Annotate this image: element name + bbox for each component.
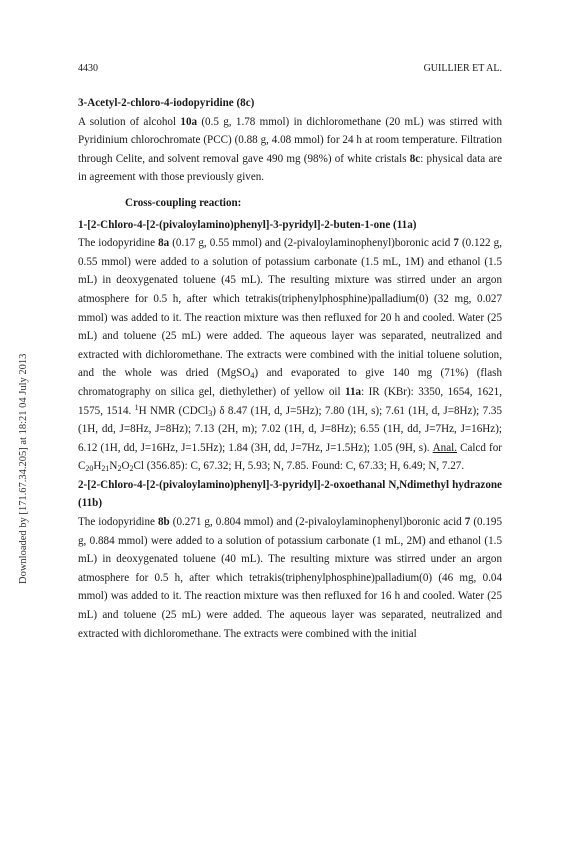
anal-link: Anal. bbox=[432, 441, 457, 454]
running-head: GUILLIER ET AL. bbox=[423, 63, 502, 74]
article-body bbox=[78, 94, 502, 643]
download-watermark: Downloaded by [171.67.34.205] at 18:21 04 July 2013 bbox=[18, 353, 29, 584]
page-number: 4430 bbox=[78, 63, 98, 74]
compound-11b-heading: 2-[2-Chloro-4-[2-(pivaloylamino)phenyl]-3-pyridyl]-2-oxoethanal N,Ndimethyl hydrazone (11b) bbox=[78, 478, 502, 510]
page-header bbox=[78, 62, 502, 76]
compound-11b-paragraph: The iodopyridine 8b (0.271 g, 0.804 mmol) and (2-pivaloylaminophenyl)boronic acid 7 (0.195 g, 0.884 mmol) were added to a solution of potassium carbonate (1 mL, 2M) and ethanol (1.5 mL) in deoxygenated toluene (40 mL). The resulting mixture was stirred under an argon atmosphere for 0.5 h, after which tetrakis(triphenylphosphine)palladium(0) (46 mg, 0.04 mmol) was added to it. The reaction mixture was then refluxed for 16 h and cooled. Water (25 mL) and toluene (25 mL) were added. The aqueous layer was separated, neutralized and extracted with dichloromethane. The extracts were combined with the initial bbox=[78, 516, 502, 640]
compound-11a-heading: 1-[2-Chloro-4-[2-(pivaloylamino)phenyl]-3-pyridyl]-2-buten-1-one (11a) bbox=[78, 218, 417, 231]
compound-11a-paragraph: The iodopyridine 8a (0.17 g, 0.55 mmol) and (2-pivaloylaminophenyl)boronic acid 7 (0.122 g, 0.55 mmol) were added to a solution of potassium carbonate (1.5 mL, 1M) and ethanol (1.5 mL) in deoxygenated toluene (45 mL). The resulting mixture was stirred under an argon atmosphere for 0.5 h, after which tetrakis(triphenylphosphine)palladium(0) (32 mg, 0.027 mmol) was added to it. The reaction mixture was then refluxed for 20 h and cooled. Water (25 mL) and toluene (25 mL) were added. The aqueous layer was separated, neutralized and extracted with dichloromethane. The extracts were combined with the initial toluene solution, and the whole was dried (MgSO$_4$) and evaporated to give 140 mg (71%) (flash chromatography on silica gel, diethylether) of yellow oil 11a: IR (KBr): 3350, 1654, 1621, 1575, 1514. $^1$H NMR (CDCl$_3$) δ 8.47 (1H, d, J=5Hz); 7.80 (1H, s); 7.61 (1H, d, J=8Hz); 7.35 (1H, dd, J=8Hz, J=8Hz); 7.13 (2H, m); 7.02 (1H, d, J=8Hz); 6.55 (1H, dd, J=7Hz, J=16Hz); 6.12 (1H, dd, J=16Hz, J=1.5Hz); 1.84 (3H, dd, J=7Hz, J=1.5Hz); 1.05 (9H, s). Anal. Calcd for $C_{20}H_{21}N_2O_2Cl$ (356.85): C, 67.32; H, 5.93; N, 7.85. Found: C, 67.33; H, 6.49; N, 7.27. bbox=[78, 237, 503, 474]
compound-8c-paragraph: A solution of alcohol 10a (0.5 g, 1.78 mmol) in dichloromethane (20 mL) was stirred with Pyridinium chlorochromate (PCC) (0.88 g, 4.08 mmol) for 24 h at room temperature. Filtration through Celite, and solvent removal gave 490 mg (98%) of white cristals 8c: physical data are in agreement with those previously given. bbox=[78, 115, 502, 184]
compound-8c-heading: 3-Acetyl-2-chloro-4-iodopyridine (8c) bbox=[78, 97, 255, 109]
section-heading: Cross-coupling reaction: bbox=[125, 196, 242, 209]
